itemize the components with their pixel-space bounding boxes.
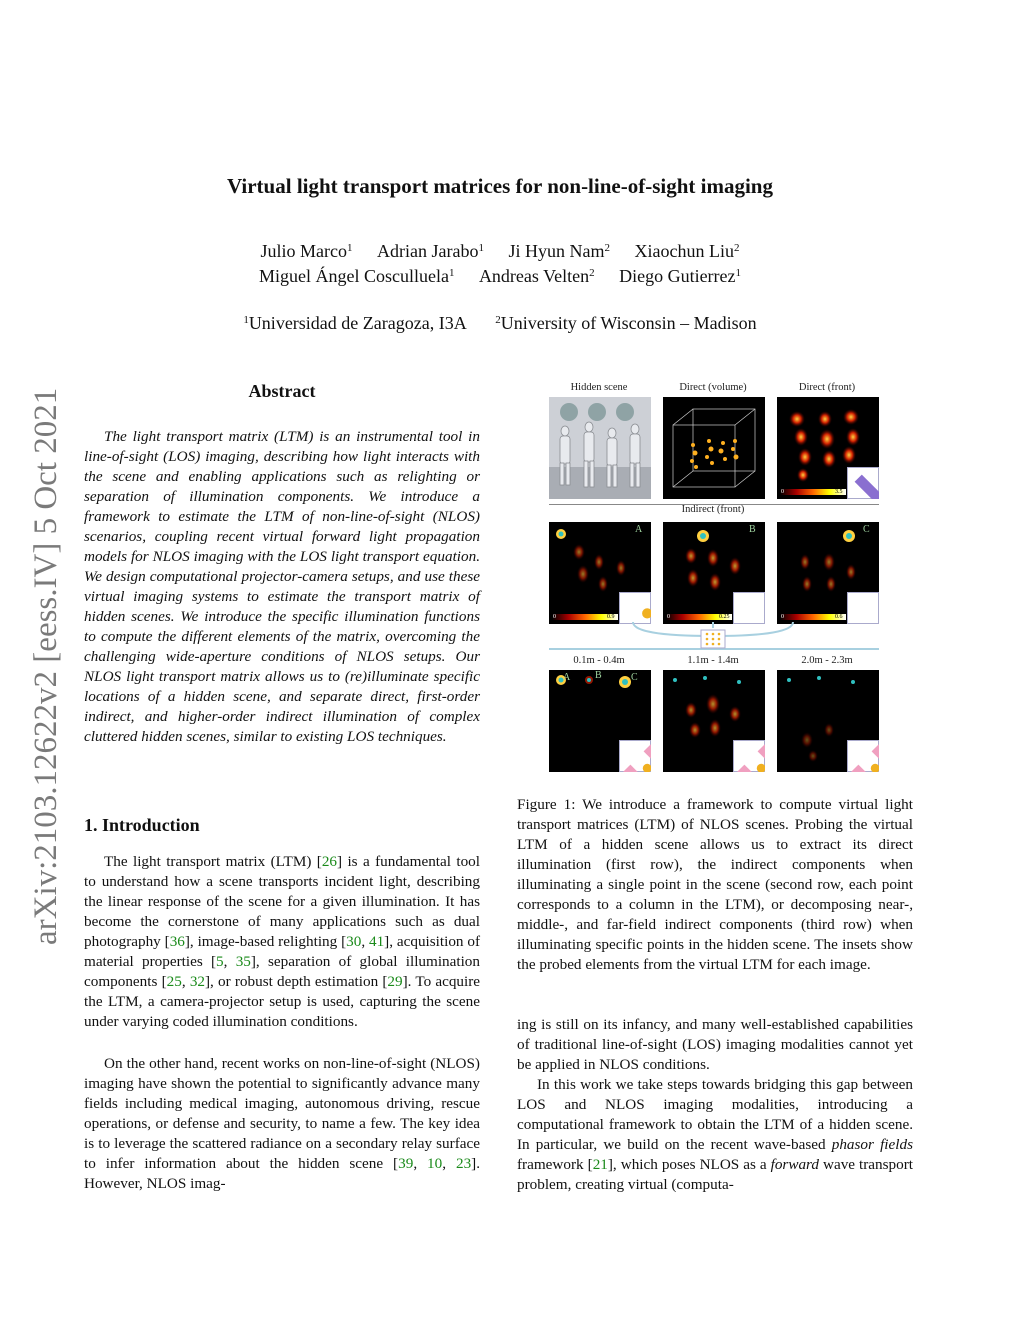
- indirect-front-image-a: [549, 522, 651, 624]
- near-field-indirect-image: [549, 670, 651, 772]
- citation-link[interactable]: 10: [427, 1155, 443, 1172]
- affiliation: $^1$Universidad de Zaragoza, I3A: [243, 313, 467, 333]
- affiliations: [0, 313, 1000, 334]
- citation-link[interactable]: 36: [169, 933, 185, 950]
- panel-letter: A: [563, 672, 571, 683]
- author: Ji Hyun Nam$^2$: [508, 241, 610, 261]
- authors-line-2: [0, 266, 1000, 287]
- figure-label: 0.1m - 0.4m: [573, 655, 625, 666]
- figure-1: [547, 382, 881, 777]
- citation-link[interactable]: 32: [189, 973, 205, 990]
- intro-paragraph-3: In this work we take steps towards bridging this gap between LOS and NLOS imaging modalities, introducing a computational framework to obtain the LTM of a hidden scene. In particular, we build on the recent wave-based phasor fields framework [21], which poses NLOS as a forward wave transport problem, creating virtual (computa-: [517, 1076, 914, 1193]
- citation-link[interactable]: 26: [321, 853, 338, 870]
- citation-link[interactable]: 30: [346, 933, 362, 950]
- citation-link[interactable]: 41: [368, 933, 385, 950]
- panel-letter: C: [863, 524, 870, 535]
- emphasis: phasor fields: [831, 1136, 913, 1153]
- hidden-scene-image: [549, 397, 651, 499]
- intro-paragraph-2: On the other hand, recent works on non-line-of-sight (NLOS) imaging have shown the potential to significantly advance many fields including medical imaging, autonomous driving, rescue operations, or defense and security, to name a few. The key idea is to leverage the scattered radiance on a secondary relay surface to infer information about the hidden scene [39, 10, 23]. However, NLOS imag-: [84, 1055, 481, 1192]
- colorbar-min: 0: [781, 489, 784, 495]
- citation-link[interactable]: 5: [216, 953, 224, 970]
- figure-label: Direct (front): [798, 382, 856, 393]
- far-field-indirect-image: [777, 670, 879, 772]
- colorbar-max: 0.25: [719, 614, 730, 620]
- panel-letter: B: [595, 670, 602, 681]
- ltm-inset: [619, 592, 651, 624]
- figure-label: 2.0m - 2.3m: [801, 655, 853, 666]
- panel-letter: C: [631, 672, 638, 683]
- authors-line-1: [0, 241, 1000, 262]
- paper-title: Virtual light transport matrices for non-line-of-sight imaging: [227, 174, 773, 198]
- citation-link[interactable]: 23: [455, 1155, 472, 1172]
- arxiv-stamp: arXiv:2103.12622v2 [eess.IV] 5 Oct 2021: [28, 387, 64, 945]
- colorbar-max: 0.6: [835, 614, 843, 620]
- citation-link[interactable]: 25: [166, 973, 182, 990]
- figure-label: Hidden scene: [570, 382, 628, 393]
- citation-link[interactable]: 29: [387, 973, 403, 990]
- figure-label: 1.1m - 1.4m: [687, 655, 739, 666]
- citation-link[interactable]: 39: [398, 1155, 414, 1172]
- indirect-front-image-c: [777, 522, 879, 624]
- emphasis: forward: [770, 1156, 819, 1173]
- ltm-inset: [733, 740, 765, 772]
- inset-connector: [547, 622, 881, 652]
- intro-paragraph-continued: ing is still on its infancy, and many well-established capabilities of traditional line-of-sight (LOS) imaging modalities cannot yet be applied in NLOS conditions.: [517, 1016, 913, 1073]
- author: Julio Marco$^1$: [260, 241, 353, 261]
- citation-link[interactable]: 21: [592, 1156, 608, 1173]
- ltm-inset: [733, 592, 765, 624]
- figure-label: Indirect (front): [681, 504, 745, 515]
- figure-caption: Figure 1: We introduce a framework to compute virtual light transport matrices (LTM) of NLOS scenes. Probing the virtual LTM of a hidden scene allows us to extract its direct illumination (first row), the indirect components when illuminating a single point in the scene (second row, each point corresponds to a column in the LTM), or decomposing near-, middle-, and far-field indirect components (third row) when illuminating specific points in the hidden scene. The insets show the probed elements from the virtual LTM for each image.: [517, 796, 913, 973]
- ltm-inset: [619, 740, 651, 772]
- colorbar-min: 0: [553, 614, 556, 620]
- colorbar-max: 3.5: [835, 489, 843, 495]
- section-heading-introduction: 1. Introduction: [84, 815, 200, 835]
- middle-field-indirect-image: [663, 670, 765, 772]
- panel-letter: B: [749, 524, 756, 535]
- direct-volume-image: [663, 397, 765, 499]
- citation-link[interactable]: 35: [235, 953, 251, 970]
- direct-front-image: [777, 397, 879, 499]
- ltm-inset: [847, 740, 879, 772]
- colorbar-min: 0: [781, 614, 784, 620]
- affiliation: $^2$University of Wisconsin – Madison: [495, 313, 757, 333]
- ltm-inset: [847, 467, 879, 499]
- colorbar-max: 0.9: [607, 614, 615, 620]
- author: Xiaochun Liu$^2$: [634, 241, 740, 261]
- indirect-front-image-b: [663, 522, 765, 624]
- ltm-inset: [847, 592, 879, 624]
- figure-label: Direct (volume): [679, 382, 747, 393]
- author: Diego Gutierrez$^1$: [619, 266, 742, 286]
- author: Andreas Velten$^2$: [478, 266, 595, 286]
- intro-paragraph-1: The light transport matrix (LTM) [26] is a fundamental tool to understand how a scene transports incident light, describing the linear response of the scene for a given illumination. It has become the cornerstone of many applications such as dual photography [36], image-based relighting [30, 41], acquisition of material properties [5, 35], separation of global illumination components [25, 32], or robust depth estimation [29]. To acquire the LTM, a camera-projector setup is used, capturing the scene under varying coded illumination conditions.: [84, 853, 481, 1030]
- panel-letter: A: [635, 524, 643, 535]
- author: Miguel Ángel Cosculluela$^1$: [258, 266, 455, 286]
- author: Adrian Jarabo$^1$: [377, 241, 484, 261]
- abstract-text: The light transport matrix (LTM) is an instrumental tool in line-of-sight (LOS) imaging, describing how light interacts with the scene and enabling applications such as relighting or separation of illumination components. We introduce a framework to estimate the LTM of non-line-of-sight (NLOS) scenarios, coupling recent virtual forward light propagation models for NLOS imaging with the LOS light transport equation. We design computational projector-camera setups, and use these virtual imaging systems to estimate the transport matrix of hidden scenes. We introduce the specific illumination functions to compute the different elements of the matrix, overcoming the challenging wide-aperture conditions of NLOS setups. Our NLOS light transport matrix allows us to (re)illuminate specific locations of a hidden scene, and separate direct, first-order indirect, and higher-order indirect illumination of complex cluttered hidden scenes, similar to existing LOS techniques.: [84, 428, 480, 745]
- abstract-heading: Abstract: [248, 381, 316, 401]
- colorbar-min: 0: [667, 614, 670, 620]
